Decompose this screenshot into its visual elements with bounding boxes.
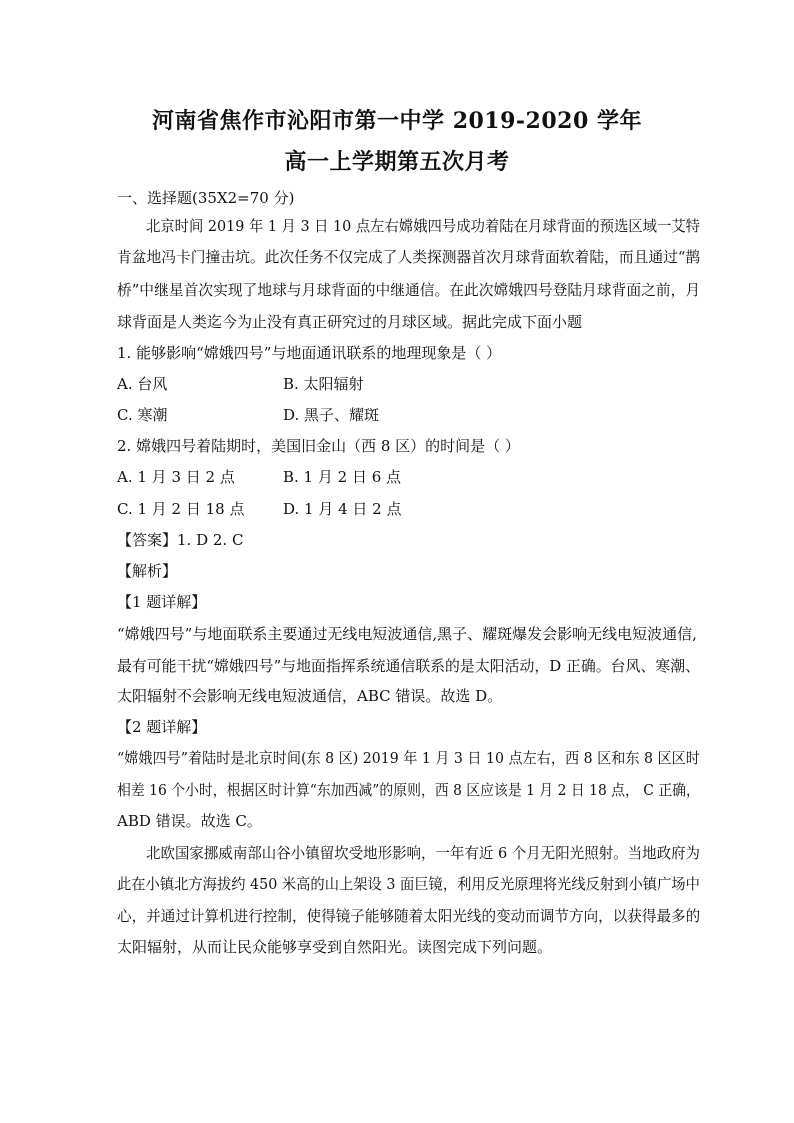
passage1-line-2: 肯盆地冯卡门撞击坑。此次任务不仅完成了人类探测器首次月球背面软着陆，而且通过“鹊 [117, 248, 701, 266]
q2-option-a: A. 1 月 3 日 2 点 [117, 468, 235, 486]
q2-option-b: B. 1 月 2 日 6 点 [283, 468, 402, 486]
title-line-1: 河南省焦作市沁阳市第一中学 2019-2020 学年 [152, 108, 642, 134]
passage1-line-1: 北京时间 2019 年 1 月 3 日 10 点左右嫦娥四号成功着陆在月球背面的预选区域一艾特 [146, 217, 701, 235]
detail2-heading: 【2 题详解】 [117, 718, 207, 736]
detail1-line-1: “嫦娥四号”与地面联系主要通过无线电短波通信,黑子、耀斑爆发会影响无线电短波通信, [117, 625, 697, 643]
q1-option-c: C. 寒潮 [117, 406, 168, 424]
detail2-line-2: 相差 16 个小时，根据区时计算“东加西减”的原则，西 8 区应该是 1 月 2 日 18 点， C 正确， [117, 781, 700, 799]
passage2-line-1: 北欧国家挪威南部山谷小镇留坎受地形影响，一年有近 6 个月无阳光照射。当地政府为 [146, 844, 701, 862]
analysis-heading: 【解析】 [117, 562, 178, 580]
detail1-heading: 【1 题详解】 [117, 593, 207, 611]
detail2-line-3: ABD 错误。故选 C。 [117, 812, 262, 830]
passage1-line-3: 桥”中继星首次实现了地球与月球背面的中继通信。在此次嫦娥四号登陆月球背面之前，月 [117, 281, 701, 299]
q1-option-d: D. 黑子、耀斑 [283, 406, 380, 424]
detail1-line-2: 最有可能干扰“嫦娥四号”与地面指挥系统通信联系的是太阳活动，D 正确。台风、寒潮、 [117, 657, 701, 675]
q2-stem: 2. 嫦娥四号着陆期时，美国旧金山（西 8 区）的时间是（ ） [117, 437, 520, 455]
q2-option-c: C. 1 月 2 日 18 点 [117, 500, 245, 518]
answer-line: 【答案】1. D 2. C [117, 531, 244, 549]
q1-option-a: A. 台风 [117, 375, 168, 393]
detail2-line-1: “嫦娥四号”着陆时是北京时间(东 8 区) 2019 年 1 月 3 日 10 点左右，西 8 区和东 8 区区时 [117, 749, 700, 767]
passage2-line-4: 太阳辐射，从而让民众能够享受到自然阳光。读图完成下列问题。 [117, 938, 553, 956]
detail1-line-3: 太阳辐射不会影响无线电短波通信，ABC 错误。故选 D。 [117, 687, 503, 705]
q1-stem: 1. 能够影响“嫦娥四号”与地面通讯联系的地理现象是（ ） [117, 344, 502, 362]
passage2-line-2: 此在小镇北方海拔约 450 米高的山上架设 3 面巨镜，利用反光原理将光线反射到小镇广场中 [117, 875, 700, 893]
q2-option-d: D. 1 月 4 日 2 点 [283, 500, 402, 518]
passage1-line-4: 球背面是人类迄今为止没有真正研究过的月球区域。据此完成下面小题 [117, 313, 583, 331]
q1-option-b: B. 太阳辐射 [283, 375, 364, 393]
title-line-2: 高一上学期第五次月考 [284, 149, 510, 175]
passage2-line-3: 心，并通过计算机进行控制，使得镜子能够随着太阳光线的变动而调节方向，以获得最多的 [117, 907, 701, 925]
section-heading: 一、选择题(35X2=70 分) [117, 189, 295, 207]
